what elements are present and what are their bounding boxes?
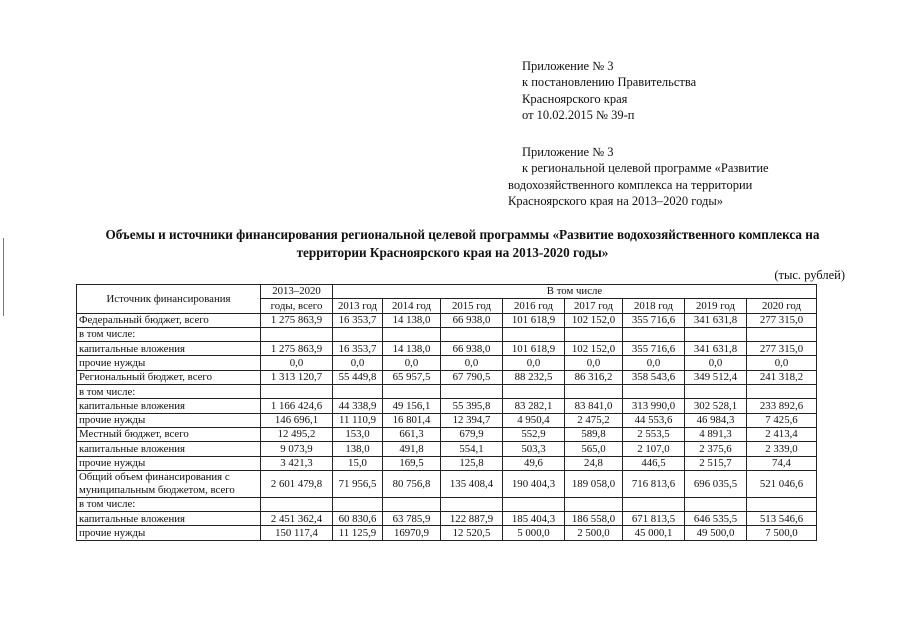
row-label: прочие нужды	[77, 456, 261, 470]
row-year-value	[383, 385, 441, 399]
row-year-value: 646 535,5	[685, 512, 747, 526]
row-year-value: 66 938,0	[441, 342, 503, 356]
row-year-value: 125,8	[441, 456, 503, 470]
table-row	[77, 427, 817, 441]
row-year-value	[623, 497, 685, 511]
document-title-line-2: территории Красноярского края на 2013-2020 годы»	[296, 245, 609, 260]
document-title-line-1: Объемы и источники финансирования региональной целевой программы «Развитие водохозяйственного комплекса на	[105, 227, 820, 242]
row-year-value: 11 110,9	[333, 413, 383, 427]
row-year-value	[747, 327, 817, 341]
row-total: 1 313 120,7	[261, 370, 333, 384]
row-year-value: 355 716,6	[623, 342, 685, 356]
row-year-value: 44 338,9	[333, 399, 383, 413]
row-label: капитальные вложения	[77, 442, 261, 456]
row-year-value: 138,0	[333, 442, 383, 456]
row-total: 146 696,1	[261, 413, 333, 427]
row-year-value	[685, 385, 747, 399]
row-year-value: 565,0	[565, 442, 623, 456]
row-year-value: 341 631,8	[685, 342, 747, 356]
row-year-value: 2 515,7	[685, 456, 747, 470]
row-year-value	[333, 385, 383, 399]
row-year-value: 2 375,6	[685, 442, 747, 456]
header-year: 2017 год	[565, 299, 623, 313]
appendix-line: к постановлению Правительства	[522, 75, 697, 90]
header-year: 2015 год	[441, 299, 503, 313]
row-year-value: 12 520,5	[441, 526, 503, 540]
row-label: Региональный бюджет, всего	[77, 370, 261, 384]
row-year-value: 503,3	[503, 442, 565, 456]
row-year-value: 5 000,0	[503, 526, 565, 540]
row-total: 1 166 424,6	[261, 399, 333, 413]
row-year-value: 16 353,7	[333, 342, 383, 356]
row-year-value: 185 404,3	[503, 512, 565, 526]
row-total: 2 451 362,4	[261, 512, 333, 526]
row-total	[261, 385, 333, 399]
row-year-value: 186 558,0	[565, 512, 623, 526]
table-row	[77, 413, 817, 427]
row-year-value: 49 156,1	[383, 399, 441, 413]
row-year-value: 15,0	[333, 456, 383, 470]
row-total: 1 275 863,9	[261, 342, 333, 356]
table-row	[77, 356, 817, 370]
table-row	[77, 313, 817, 327]
appendix-line: водохозяйственного комплекса на территории	[508, 177, 753, 192]
row-label: капитальные вложения	[77, 512, 261, 526]
row-year-value: 16 353,7	[333, 313, 383, 327]
row-year-value: 83 841,0	[565, 399, 623, 413]
table-row	[77, 497, 817, 511]
row-year-value	[565, 385, 623, 399]
table-row	[77, 399, 817, 413]
row-year-value: 14 138,0	[383, 342, 441, 356]
header-including: В том числе	[333, 285, 817, 299]
row-year-value: 55 395,8	[441, 399, 503, 413]
row-year-value: 2 413,4	[747, 427, 817, 441]
row-year-value: 122 887,9	[441, 512, 503, 526]
row-year-value: 349 512,4	[685, 370, 747, 384]
row-year-value: 277 315,0	[747, 342, 817, 356]
row-label: Местный бюджет, всего	[77, 427, 261, 441]
row-year-value: 102 152,0	[565, 342, 623, 356]
table-row	[77, 385, 817, 399]
row-total: 9 073,9	[261, 442, 333, 456]
table-row	[77, 470, 817, 497]
row-year-value	[503, 385, 565, 399]
row-year-value: 2 553,5	[623, 427, 685, 441]
row-year-value	[333, 327, 383, 341]
header-year: 2018 год	[623, 299, 685, 313]
row-label: прочие нужды	[77, 413, 261, 427]
row-year-value: 513 546,6	[747, 512, 817, 526]
row-year-value: 190 404,3	[503, 470, 565, 497]
row-year-value: 0,0	[441, 356, 503, 370]
row-year-value: 44 553,6	[623, 413, 685, 427]
row-year-value: 2 500,0	[565, 526, 623, 540]
row-year-value: 0,0	[383, 356, 441, 370]
row-year-value: 341 631,8	[685, 313, 747, 327]
row-year-value: 4 950,4	[503, 413, 565, 427]
row-label: прочие нужды	[77, 526, 261, 540]
header-year: 2013 год	[333, 299, 383, 313]
row-label: прочие нужды	[77, 356, 261, 370]
row-year-value: 135 408,4	[441, 470, 503, 497]
row-year-value: 71 956,5	[333, 470, 383, 497]
row-year-value	[503, 327, 565, 341]
header-total-bottom: годы, всего	[261, 299, 333, 313]
row-year-value: 0,0	[565, 356, 623, 370]
header-total-top: 2013–2020	[261, 285, 333, 299]
table-row	[77, 526, 817, 540]
financing-table	[76, 284, 817, 541]
row-year-value	[333, 497, 383, 511]
row-year-value: 233 892,6	[747, 399, 817, 413]
row-year-value: 671 813,5	[623, 512, 685, 526]
row-year-value: 12 394,7	[441, 413, 503, 427]
row-year-value	[623, 385, 685, 399]
row-year-value: 16970,9	[383, 526, 441, 540]
table-row	[77, 512, 817, 526]
header-year: 2016 год	[503, 299, 565, 313]
row-label: капитальные вложения	[77, 399, 261, 413]
row-year-value	[747, 385, 817, 399]
table-row	[77, 456, 817, 470]
row-year-value	[383, 327, 441, 341]
row-year-value: 189 058,0	[565, 470, 623, 497]
row-year-value: 46 984,3	[685, 413, 747, 427]
row-year-value: 0,0	[503, 356, 565, 370]
row-year-value: 7 500,0	[747, 526, 817, 540]
appendix-to-program	[508, 144, 769, 210]
row-year-value: 80 756,8	[383, 470, 441, 497]
row-year-value: 55 449,8	[333, 370, 383, 384]
row-year-value: 67 790,5	[441, 370, 503, 384]
appendix-line: Приложение № 3	[522, 59, 614, 73]
row-year-value	[441, 327, 503, 341]
row-label: в том числе:	[77, 497, 261, 511]
row-year-value	[441, 497, 503, 511]
row-label: капитальные вложения	[77, 342, 261, 356]
row-year-value: 7 425,6	[747, 413, 817, 427]
row-total: 0,0	[261, 356, 333, 370]
row-year-value: 60 830,6	[333, 512, 383, 526]
row-year-value: 14 138,0	[383, 313, 441, 327]
row-year-value	[747, 497, 817, 511]
row-year-value: 49 500,0	[685, 526, 747, 540]
row-year-value: 589,8	[565, 427, 623, 441]
appendix-line: Приложение № 3	[522, 145, 614, 159]
row-year-value: 74,4	[747, 456, 817, 470]
row-year-value: 661,3	[383, 427, 441, 441]
row-year-value: 45 000,1	[623, 526, 685, 540]
row-year-value: 554,1	[441, 442, 503, 456]
row-year-value: 446,5	[623, 456, 685, 470]
row-total: 12 495,2	[261, 427, 333, 441]
header-year: 2019 год	[685, 299, 747, 313]
row-year-value: 101 618,9	[503, 342, 565, 356]
row-year-value: 2 107,0	[623, 442, 685, 456]
row-year-value: 2 339,0	[747, 442, 817, 456]
table-row	[77, 370, 817, 384]
row-year-value: 24,8	[565, 456, 623, 470]
row-year-value: 277 315,0	[747, 313, 817, 327]
row-year-value: 65 957,5	[383, 370, 441, 384]
row-year-value	[685, 497, 747, 511]
header-year: 2014 год	[383, 299, 441, 313]
row-year-value	[565, 327, 623, 341]
row-year-value: 241 318,2	[747, 370, 817, 384]
row-year-value	[441, 385, 503, 399]
row-year-value: 696 035,5	[685, 470, 747, 497]
row-year-value: 2 475,2	[565, 413, 623, 427]
appendix-line: Красноярского края на 2013–2020 годы»	[508, 194, 724, 209]
appendix-line: Красноярского края	[522, 91, 628, 106]
appendix-line: к региональной целевой программе «Развитие	[522, 161, 769, 176]
row-label: в том числе:	[77, 385, 261, 399]
row-year-value: 313 990,0	[623, 399, 685, 413]
row-year-value: 16 801,4	[383, 413, 441, 427]
row-year-value	[565, 497, 623, 511]
row-year-value: 4 891,3	[685, 427, 747, 441]
row-year-value: 491,8	[383, 442, 441, 456]
row-year-value: 679,9	[441, 427, 503, 441]
row-year-value: 88 232,5	[503, 370, 565, 384]
row-total: 3 421,3	[261, 456, 333, 470]
row-year-value: 0,0	[747, 356, 817, 370]
row-year-value	[685, 327, 747, 341]
row-total	[261, 327, 333, 341]
row-year-value	[623, 327, 685, 341]
row-year-value: 716 813,6	[623, 470, 685, 497]
row-year-value: 66 938,0	[441, 313, 503, 327]
row-year-value: 153,0	[333, 427, 383, 441]
row-year-value: 0,0	[623, 356, 685, 370]
row-label: в том числе:	[77, 327, 261, 341]
row-year-value: 169,5	[383, 456, 441, 470]
appendix-to-resolution	[522, 58, 696, 124]
appendix-line: от 10.02.2015 № 39-п	[522, 108, 635, 123]
row-year-value: 63 785,9	[383, 512, 441, 526]
row-year-value	[383, 497, 441, 511]
row-year-value: 552,9	[503, 427, 565, 441]
row-label: Федеральный бюджет, всего	[77, 313, 261, 327]
table-row	[77, 442, 817, 456]
row-year-value	[503, 497, 565, 511]
row-year-value: 83 282,1	[503, 399, 565, 413]
row-year-value: 102 152,0	[565, 313, 623, 327]
row-year-value: 0,0	[685, 356, 747, 370]
row-year-value: 11 125,9	[333, 526, 383, 540]
row-year-value: 86 316,2	[565, 370, 623, 384]
table-row	[77, 327, 817, 341]
row-total: 1 275 863,9	[261, 313, 333, 327]
row-year-value: 49,6	[503, 456, 565, 470]
header-year: 2020 год	[747, 299, 817, 313]
row-year-value: 101 618,9	[503, 313, 565, 327]
table-row	[77, 342, 817, 356]
row-total: 2 601 479,8	[261, 470, 333, 497]
row-year-value: 0,0	[333, 356, 383, 370]
row-year-value: 521 046,6	[747, 470, 817, 497]
row-total	[261, 497, 333, 511]
row-year-value: 302 528,1	[685, 399, 747, 413]
header-source: Источник финансирования	[77, 285, 261, 314]
row-year-value: 355 716,6	[623, 313, 685, 327]
row-label: Общий объем финансирования с муниципальным бюджетом, всего	[77, 470, 261, 497]
row-year-value: 358 543,6	[623, 370, 685, 384]
units-note: (тыс. рублей)	[774, 268, 845, 282]
row-total: 150 117,4	[261, 526, 333, 540]
